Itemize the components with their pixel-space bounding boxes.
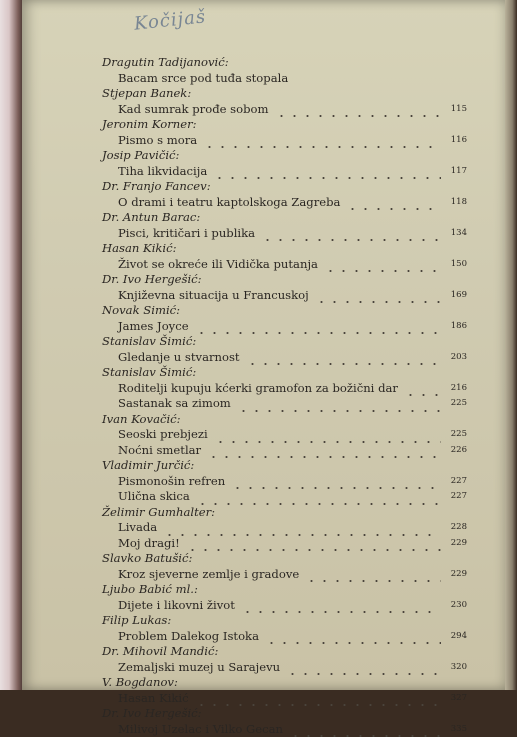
toc-title-row (118, 319, 467, 335)
toc-dot-leader (214, 434, 441, 443)
toc-author: Želimir Gumhalter: (102, 505, 467, 521)
handwritten-signature: Kočijaš (133, 6, 207, 34)
toc-title-row (118, 536, 467, 552)
toc-page-number: 230 (447, 598, 467, 614)
toc-dot-leader (289, 728, 441, 737)
toc-title: James Joyce (118, 319, 189, 335)
toc-title: Kroz sjeverne zemlje i gradove (118, 567, 299, 583)
toc-page-number: 227 (447, 474, 467, 490)
toc-dot-leader (237, 403, 441, 412)
toc-dot-leader (186, 542, 441, 551)
toc-page-number: 150 (447, 257, 467, 273)
toc-entry (102, 644, 467, 675)
toc-author: V. Bogdanov: (102, 675, 467, 691)
toc-author: Dr. Ivo Hergešić: (102, 272, 467, 288)
toc-author: Dragutin Tadijanović: (102, 55, 467, 71)
toc-title-row (118, 102, 467, 118)
toc-title: Milivoj Uzelac i Vilko Gecan (118, 722, 283, 737)
toc-author: Dr. Ivo Hergešić: (102, 706, 467, 722)
toc-title-row (118, 691, 467, 707)
toc-page-number: 226 (447, 443, 467, 459)
toc-dot-leader (265, 635, 441, 644)
toc-dot-leader (275, 108, 442, 117)
toc-title-row (118, 164, 467, 180)
toc-author: Stjepan Banek: (102, 86, 467, 102)
toc-dot-leader (195, 697, 441, 706)
toc-entry (102, 55, 467, 86)
table-of-contents (102, 55, 467, 737)
toc-dot-leader (241, 604, 441, 613)
toc-page-number: 134 (447, 226, 467, 242)
toc-author: Josip Pavičić: (102, 148, 467, 164)
toc-page-number: 229 (447, 536, 467, 552)
toc-title: Problem Dalekog Istoka (118, 629, 259, 645)
toc-title: Bacam srce pod tuđa stopala (118, 71, 288, 87)
toc-entry (102, 706, 467, 737)
toc-page-number: 169 (447, 288, 467, 304)
toc-entry (102, 148, 467, 179)
toc-dot-leader (305, 573, 441, 582)
toc-author: Ljubo Babić ml.: (102, 582, 467, 598)
toc-entry (102, 613, 467, 644)
toc-page-number: 225 (447, 427, 467, 443)
toc-entry (102, 86, 467, 117)
toc-author: Hasan Kikić: (102, 241, 467, 257)
toc-page-number: 118 (447, 195, 467, 211)
toc-title: Hasan Kikić (118, 691, 189, 707)
toc-author: Ivan Kovačić: (102, 412, 467, 428)
toc-title: Sastanak sa zimom (118, 396, 231, 412)
toc-title-row (118, 257, 467, 273)
toc-dot-leader (196, 496, 441, 505)
toc-page-number: 186 (447, 319, 467, 335)
toc-entry (102, 412, 467, 459)
toc-page-number: 227 (447, 489, 467, 505)
toc-title: Kad sumrak prođe sobom (118, 102, 269, 118)
toc-title-row (118, 381, 467, 397)
toc-title: Život se okreće ili Vidička putanja (118, 257, 318, 273)
toc-title-row (118, 474, 467, 490)
toc-page-number: 115 (447, 102, 467, 118)
toc-title: Pismonošin refren (118, 474, 225, 490)
toc-title: Livada (118, 520, 157, 536)
toc-dot-leader (315, 294, 441, 303)
toc-title-row (118, 427, 467, 443)
toc-author: Jeronim Korner: (102, 117, 467, 133)
toc-dot-leader (231, 480, 441, 489)
toc-entry (102, 117, 467, 148)
toc-page-number: 116 (447, 133, 467, 149)
toc-dot-leader (163, 527, 441, 536)
toc-page-number: 229 (447, 567, 467, 583)
toc-page-number: 327 (447, 691, 467, 707)
toc-title: Zemaljski muzej u Sarajevu (118, 660, 280, 676)
toc-page-number: 203 (447, 350, 467, 366)
toc-page-number: 320 (447, 660, 467, 676)
toc-author: Novak Simić: (102, 303, 467, 319)
toc-entry (102, 505, 467, 552)
toc-title-row (118, 598, 467, 614)
toc-page-number: 294 (447, 629, 467, 645)
toc-title: Seoski prebjezi (118, 427, 208, 443)
toc-title-row (118, 350, 467, 366)
toc-title-row (118, 722, 467, 737)
toc-author: Vladimir Jurčić: (102, 458, 467, 474)
toc-author: Stanislav Šimić: (102, 334, 467, 350)
toc-dot-leader (346, 201, 441, 210)
toc-author: Filip Lukas: (102, 613, 467, 629)
toc-title-row (118, 489, 467, 505)
toc-title-row (118, 133, 467, 149)
toc-title-row (118, 396, 467, 412)
toc-page-number: 335 (447, 722, 467, 737)
toc-title-row (118, 71, 467, 87)
toc-title-row (118, 520, 467, 536)
toc-dot-leader (195, 325, 441, 334)
toc-entry (102, 458, 467, 505)
toc-title: Gledanje u stvarnost (118, 350, 240, 366)
toc-title-row (118, 226, 467, 242)
toc-entry (102, 210, 467, 241)
toc-title-row (118, 567, 467, 583)
toc-entry (102, 272, 467, 303)
toc-entry (102, 334, 467, 365)
toc-title-row (118, 288, 467, 304)
toc-author: Dr. Mihovil Mandić: (102, 644, 467, 660)
toc-dot-leader (324, 263, 441, 272)
toc-dot-leader (207, 449, 441, 458)
toc-title: Književna situacija u Francuskoj (118, 288, 309, 304)
toc-author: Stanislav Šimić: (102, 365, 467, 381)
toc-entry (102, 303, 467, 334)
toc-page-number: 216 (447, 381, 467, 397)
toc-page-number: 117 (447, 164, 467, 180)
toc-title: Roditelji kupuju kćerki gramofon za božični dar (118, 381, 398, 397)
toc-title: Dijete i likovni život (118, 598, 235, 614)
toc-page-number: 228 (447, 520, 467, 536)
toc-dot-leader (203, 139, 441, 148)
toc-title: Moj dragi! (118, 536, 180, 552)
toc-entry (102, 675, 467, 706)
toc-title-row (118, 195, 467, 211)
toc-title-row (118, 629, 467, 645)
toc-title: Pisci, kritičari i publika (118, 226, 255, 242)
toc-entry (102, 241, 467, 272)
toc-dot-leader (286, 666, 441, 675)
toc-dot-leader (213, 170, 441, 179)
toc-entry (102, 551, 467, 582)
toc-author: Dr. Franjo Fancev: (102, 179, 467, 195)
toc-entry (102, 582, 467, 613)
toc-author: Slavko Batušić: (102, 551, 467, 567)
toc-entry (102, 179, 467, 210)
toc-title: Tiha likvidacija (118, 164, 207, 180)
toc-page-number: 225 (447, 396, 467, 412)
page-edge (505, 0, 517, 690)
toc-title-row (118, 443, 467, 459)
toc-dot-leader (246, 356, 441, 365)
toc-title-row (118, 660, 467, 676)
toc-title: Pismo s mora (118, 133, 197, 149)
toc-dot-leader (261, 232, 441, 241)
toc-author: Dr. Antun Barac: (102, 210, 467, 226)
toc-title: Ulična skica (118, 489, 190, 505)
toc-title: Noćni smetlar (118, 443, 201, 459)
toc-dot-leader (404, 387, 441, 396)
toc-title: O drami i teatru kaptolskoga Zagreba (118, 195, 340, 211)
toc-entry (102, 365, 467, 412)
